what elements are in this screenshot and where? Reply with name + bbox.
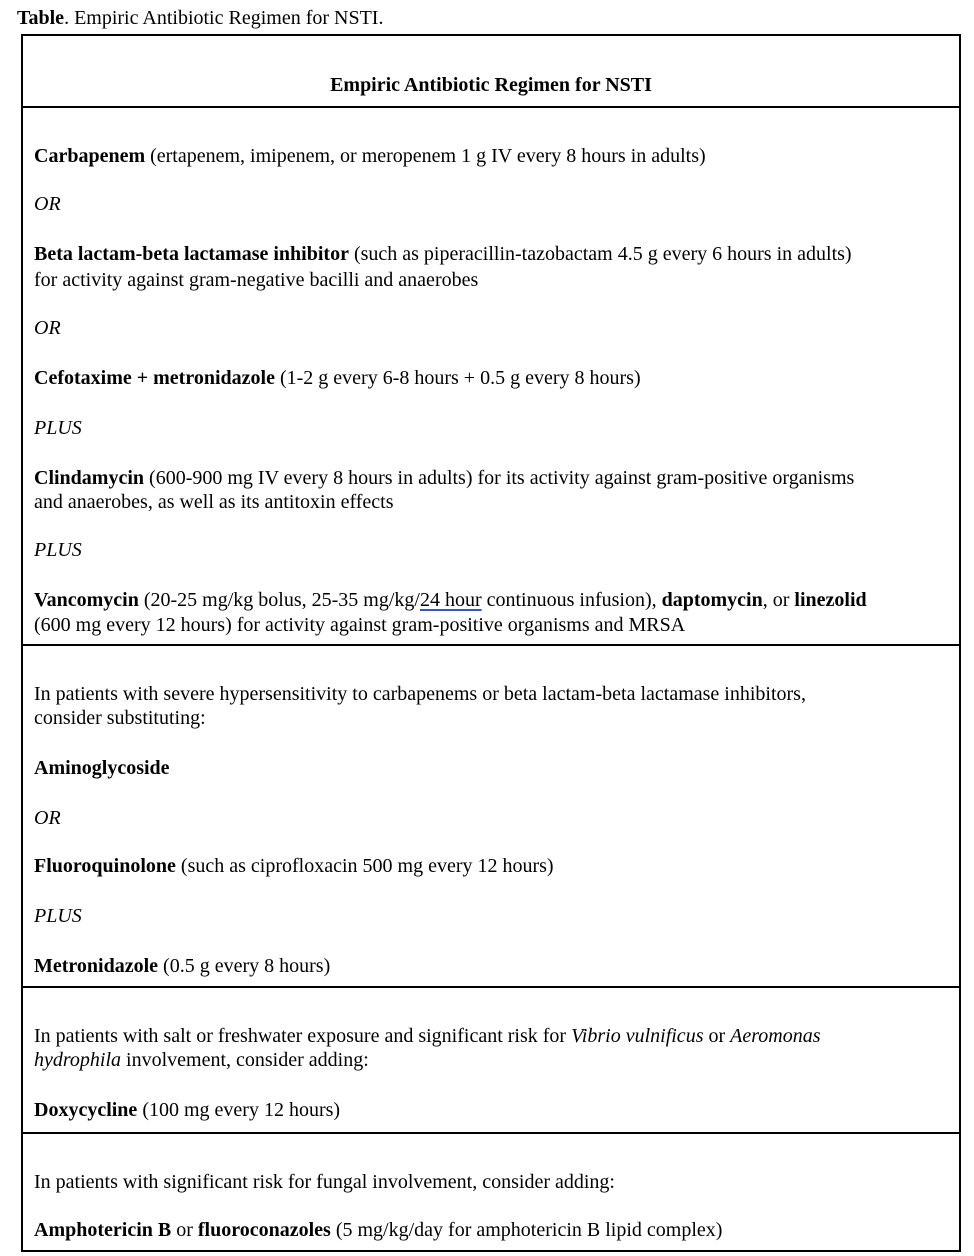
- fluoroquinolone-drug: Fluoroquinolone: [34, 855, 176, 877]
- metronidazole-drug: Metronidazole: [34, 955, 159, 977]
- species-aeromonas: Aeromonas: [730, 1025, 821, 1047]
- clindamycin-dose: (600-900 mg IV every 8 hours in adults) for its activity against gram-positive organisms: [144, 467, 855, 489]
- fluoroconazoles-drug: fluoroconazoles: [197, 1219, 331, 1241]
- exposure-intro-rest: involvement, consider adding:: [121, 1049, 369, 1071]
- or-text: or: [703, 1025, 731, 1047]
- vancomycin-line2: (600 mg every 12 hours) for activity against gram-positive organisms and MRSA: [34, 614, 686, 636]
- exposure-intro: [34, 1024, 821, 1048]
- cefotaxime-drug: Cefotaxime + metronidazole: [34, 367, 275, 389]
- carbapenem-line: [34, 144, 706, 168]
- amphotericin-dose: (5 mg/kg/day for amphotericin B lipid complex): [330, 1219, 723, 1241]
- table-header-text: Empiric Antibiotic Regimen for NSTI: [330, 74, 652, 96]
- or-connector: OR: [34, 807, 61, 829]
- doxycycline-dose: (100 mg every 12 hours): [137, 1099, 341, 1121]
- exposure-intro2: [34, 1048, 369, 1072]
- doxycycline-drug: Doxycycline: [34, 1099, 138, 1121]
- betalactam-line: [34, 242, 852, 266]
- species-hydrophila: hydrophila: [34, 1049, 122, 1071]
- vancomycin-dose-cont: continuous infusion),: [481, 589, 662, 611]
- daptomycin-drug: daptomycin: [661, 589, 763, 611]
- species-vibrio: Vibrio vulnificus: [571, 1025, 704, 1047]
- vancomycin-dose: (20-25 mg/kg bolus, 25-35 mg/kg/: [138, 589, 420, 611]
- cefotaxime-dose: (1-2 g every 6-8 hours + 0.5 g every 8 hours): [274, 367, 641, 389]
- carbapenem-drug: Carbapenem: [34, 145, 146, 167]
- doxycycline-line: [34, 1098, 340, 1122]
- row-divider: [23, 644, 959, 646]
- amphotericin-line: [34, 1218, 722, 1242]
- plus-connector: PLUS: [34, 539, 82, 561]
- or-connector: OR: [34, 193, 61, 215]
- cefotaxime-line: [34, 366, 641, 390]
- betalactam-drug: Beta lactam-beta lactamase inhibitor: [34, 243, 349, 265]
- caption-label: Table: [17, 7, 65, 29]
- regimen-table: [21, 34, 961, 1252]
- linezolid-drug: linezolid: [794, 589, 867, 611]
- plus-connector: PLUS: [34, 417, 82, 439]
- or-connector: OR: [34, 317, 61, 339]
- clindamycin-line: [34, 466, 854, 490]
- row-divider: [23, 1132, 959, 1134]
- clindamycin-line2: and anaerobes, as well as its antitoxin effects: [34, 491, 394, 513]
- caption-text: . Empiric Antibiotic Regimen for NSTI.: [64, 7, 384, 29]
- vancomycin-line: [34, 588, 867, 612]
- hypersensitivity-intro2: consider substituting:: [34, 707, 206, 729]
- or-text: or: [171, 1219, 198, 1241]
- metronidazole-line: [34, 954, 330, 978]
- fluoroquinolone-line: [34, 854, 554, 878]
- vancomycin-drug: Vancomycin: [34, 589, 139, 611]
- aminoglycoside-drug: Aminoglycoside: [34, 757, 170, 779]
- carbapenem-dose: (ertapenem, imipenem, or meropenem 1 g IV every 8 hours in adults): [145, 145, 706, 167]
- fluoroquinolone-dose: (such as ciprofloxacin 500 mg every 12 hours): [175, 855, 554, 877]
- betalactam-dose: (such as piperacillin-tazobactam 4.5 g every 6 hours in adults): [348, 243, 852, 265]
- row-divider: [23, 986, 959, 988]
- exposure-intro-text: In patients with salt or freshwater exposure and significant risk for: [34, 1025, 572, 1047]
- table-header: [23, 73, 959, 97]
- fungal-intro: In patients with significant risk for fungal involvement, consider adding:: [34, 1171, 615, 1193]
- spellcheck-underlined-text: 24 hour: [419, 589, 482, 611]
- or-text: , or: [762, 589, 795, 611]
- amphotericin-drug: Amphotericin B: [34, 1219, 172, 1241]
- section-primary-regimen: [23, 108, 959, 646]
- betalactam-line2: for activity against gram-negative bacilli and anaerobes: [34, 269, 479, 291]
- plus-connector: PLUS: [34, 905, 82, 927]
- metronidazole-dose: (0.5 g every 8 hours): [158, 955, 331, 977]
- hypersensitivity-intro: In patients with severe hypersensitivity to carbapenems or beta lactam-beta lactamase inhibitors,: [34, 683, 806, 705]
- aminoglycoside-line: [34, 756, 170, 780]
- table-caption: [17, 5, 383, 31]
- clindamycin-drug: Clindamycin: [34, 467, 145, 489]
